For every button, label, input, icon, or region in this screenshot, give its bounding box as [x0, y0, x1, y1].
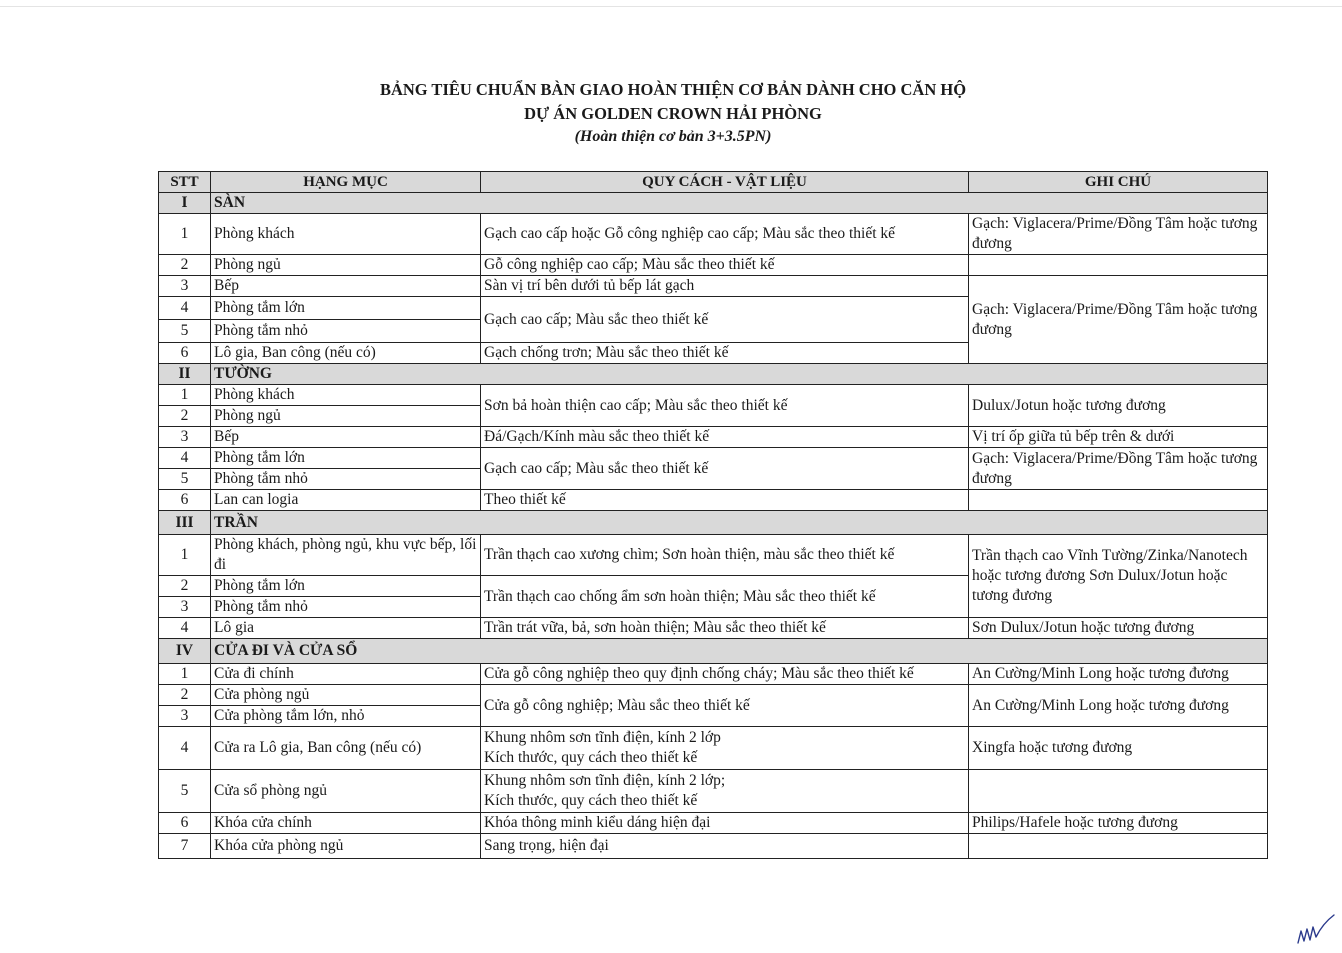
row-item: Phòng khách, phòng ngủ, khu vực bếp, lối đi	[211, 535, 481, 576]
row-stt: 5	[159, 770, 211, 813]
table-row	[159, 834, 1268, 859]
handover-standards-table	[158, 171, 1268, 859]
row-stt: 7	[159, 834, 211, 859]
col-header-item: HẠNG MỤC	[211, 172, 481, 193]
page-top-rule	[0, 6, 1342, 7]
row-item: Cửa sổ phòng ngủ	[211, 770, 481, 813]
row-stt: 2	[159, 685, 211, 706]
section-row-wall	[159, 364, 1268, 385]
row-spec: Đá/Gạch/Kính màu sắc theo thiết kế	[481, 427, 969, 448]
row-item: Cửa ra Lô gia, Ban công (nếu có)	[211, 727, 481, 770]
section-title: TRẦN	[211, 511, 1268, 535]
row-item: Cửa phòng ngủ	[211, 685, 481, 706]
table-row	[159, 255, 1268, 276]
row-spec	[481, 770, 969, 813]
row-note: Sơn Dulux/Jotun hoặc tương đương	[969, 618, 1268, 639]
row-spec: Trần trát vữa, bả, sơn hoàn thiện; Màu sắc theo thiết kế	[481, 618, 969, 639]
row-spec: Khóa thông minh kiểu dáng hiện đại	[481, 813, 969, 834]
table-row	[159, 727, 1268, 770]
initials-signature	[1294, 909, 1336, 947]
table-row	[159, 685, 1268, 706]
row-stt: 2	[159, 576, 211, 597]
row-stt: 6	[159, 813, 211, 834]
row-spec-line: Khung nhôm sơn tĩnh điện, kính 2 lớp;	[484, 772, 726, 789]
row-note: An Cường/Minh Long hoặc tương đương	[969, 664, 1268, 685]
row-spec-line: Khung nhôm sơn tĩnh điện, kính 2 lớp	[484, 729, 721, 746]
section-number: IV	[159, 639, 211, 664]
row-item: Cửa phòng tắm lớn, nhỏ	[211, 706, 481, 727]
row-stt: 1	[159, 385, 211, 406]
table-row	[159, 448, 1268, 469]
col-header-stt: STT	[159, 172, 211, 193]
row-note	[969, 490, 1268, 511]
row-stt: 2	[159, 406, 211, 427]
row-item: Phòng tắm lớn	[211, 448, 481, 469]
row-note: Gạch: Viglacera/Prime/Đồng Tâm hoặc tương đương	[969, 276, 1268, 364]
row-note: An Cường/Minh Long hoặc tương đương	[969, 685, 1268, 727]
section-row-ceiling	[159, 511, 1268, 535]
row-spec: Trần thạch cao xương chìm; Sơn hoàn thiện, màu sắc theo thiết kế	[481, 535, 969, 576]
col-header-note: GHI CHÚ	[969, 172, 1268, 193]
row-spec: Sàn vị trí bên dưới tủ bếp lát gạch	[481, 276, 969, 297]
row-item: Cửa đi chính	[211, 664, 481, 685]
row-stt: 1	[159, 535, 211, 576]
row-note: Philips/Hafele hoặc tương đương	[969, 813, 1268, 834]
row-spec: Gạch cao cấp; Màu sắc theo thiết kế	[481, 448, 969, 490]
row-spec: Gạch cao cấp; Màu sắc theo thiết kế	[481, 297, 969, 343]
section-row-doors-windows	[159, 639, 1268, 664]
row-stt: 4	[159, 297, 211, 320]
row-note: Gạch: Viglacera/Prime/Đồng Tâm hoặc tương đương	[969, 214, 1268, 255]
row-stt: 1	[159, 214, 211, 255]
row-stt: 6	[159, 490, 211, 511]
table-row	[159, 214, 1268, 255]
col-header-spec: QUY CÁCH - VẬT LIỆU	[481, 172, 969, 193]
row-note: Vị trí ốp giữa tủ bếp trên & dưới	[969, 427, 1268, 448]
row-stt: 6	[159, 343, 211, 364]
section-number: III	[159, 511, 211, 535]
row-note	[969, 770, 1268, 813]
row-spec: Sang trọng, hiện đại	[481, 834, 969, 859]
row-stt: 4	[159, 448, 211, 469]
row-item: Lan can logia	[211, 490, 481, 511]
row-stt: 4	[159, 727, 211, 770]
row-item: Phòng khách	[211, 385, 481, 406]
row-spec-line: Kích thước, quy cách theo thiết kế	[484, 792, 698, 809]
row-item: Phòng tắm lớn	[211, 576, 481, 597]
table-row	[159, 618, 1268, 639]
row-stt: 4	[159, 618, 211, 639]
section-title: TƯỜNG	[211, 364, 1268, 385]
document-subtitle: (Hoàn thiện cơ bản 3+3.5PN)	[574, 128, 772, 145]
row-spec: Gạch cao cấp hoặc Gỗ công nghiệp cao cấp; Màu sắc theo thiết kế	[481, 214, 969, 255]
table-row	[159, 427, 1268, 448]
row-spec: Sơn bả hoàn thiện cao cấp; Màu sắc theo thiết kế	[481, 385, 969, 427]
row-note: Xingfa hoặc tương đương	[969, 727, 1268, 770]
row-item: Phòng tắm nhỏ	[211, 597, 481, 618]
table-row	[159, 490, 1268, 511]
table-row	[159, 276, 1268, 297]
row-spec: Gạch chống trơn; Màu sắc theo thiết kế	[481, 343, 969, 364]
row-item: Lô gia	[211, 618, 481, 639]
row-stt: 2	[159, 255, 211, 276]
row-stt: 3	[159, 706, 211, 727]
row-item: Phòng ngủ	[211, 255, 481, 276]
row-item: Phòng tắm lớn	[211, 297, 481, 320]
row-spec: Theo thiết kế	[481, 490, 969, 511]
row-item: Phòng ngủ	[211, 406, 481, 427]
row-item: Lô gia, Ban công (nếu có)	[211, 343, 481, 364]
row-item: Phòng tắm nhỏ	[211, 320, 481, 343]
row-note: Gạch: Viglacera/Prime/Đồng Tâm hoặc tương đương	[969, 448, 1268, 490]
table-row	[159, 770, 1268, 813]
row-note: Dulux/Jotun hoặc tương đương	[969, 385, 1268, 427]
document-title: BẢNG TIÊU CHUẨN BÀN GIAO HOÀN THIỆN CƠ BẢN DÀNH CHO CĂN HỘ	[379, 80, 967, 99]
row-stt: 3	[159, 276, 211, 297]
table-row	[159, 813, 1268, 834]
row-note	[969, 834, 1268, 859]
row-item: Bếp	[211, 276, 481, 297]
row-item: Bếp	[211, 427, 481, 448]
row-spec: Cửa gỗ công nghiệp theo quy định chống cháy; Màu sắc theo thiết kế	[481, 664, 969, 685]
section-row-floor	[159, 193, 1268, 214]
row-spec: Cửa gỗ công nghiệp; Màu sắc theo thiết kế	[481, 685, 969, 727]
section-title: CỬA ĐI VÀ CỬA SỔ	[211, 639, 1268, 664]
row-spec: Trần thạch cao chống ẩm sơn hoàn thiện; Màu sắc theo thiết kế	[481, 576, 969, 618]
row-stt: 1	[159, 664, 211, 685]
row-stt: 5	[159, 320, 211, 343]
row-item: Phòng khách	[211, 214, 481, 255]
table-header-row	[159, 172, 1268, 193]
project-title: DỰ ÁN GOLDEN CROWN HẢI PHÒNG	[524, 104, 822, 123]
section-number: I	[159, 193, 211, 214]
row-stt: 5	[159, 469, 211, 490]
row-note: Trần thạch cao Vĩnh Tường/Zinka/Nanotech hoặc tương đương Sơn Dulux/Jotun hoặc tương đương	[969, 535, 1268, 618]
row-spec	[481, 727, 969, 770]
section-title: SÀN	[211, 193, 1268, 214]
row-note	[969, 255, 1268, 276]
row-item: Phòng tắm nhỏ	[211, 469, 481, 490]
row-item: Khóa cửa phòng ngủ	[211, 834, 481, 859]
row-spec-line: Kích thước, quy cách theo thiết kế	[484, 749, 698, 766]
row-stt: 3	[159, 427, 211, 448]
row-stt: 3	[159, 597, 211, 618]
section-number: II	[159, 364, 211, 385]
table-row	[159, 535, 1268, 576]
table-row	[159, 664, 1268, 685]
row-item: Khóa cửa chính	[211, 813, 481, 834]
table-row	[159, 385, 1268, 406]
row-spec: Gỗ công nghiệp cao cấp; Màu sắc theo thiết kế	[481, 255, 969, 276]
